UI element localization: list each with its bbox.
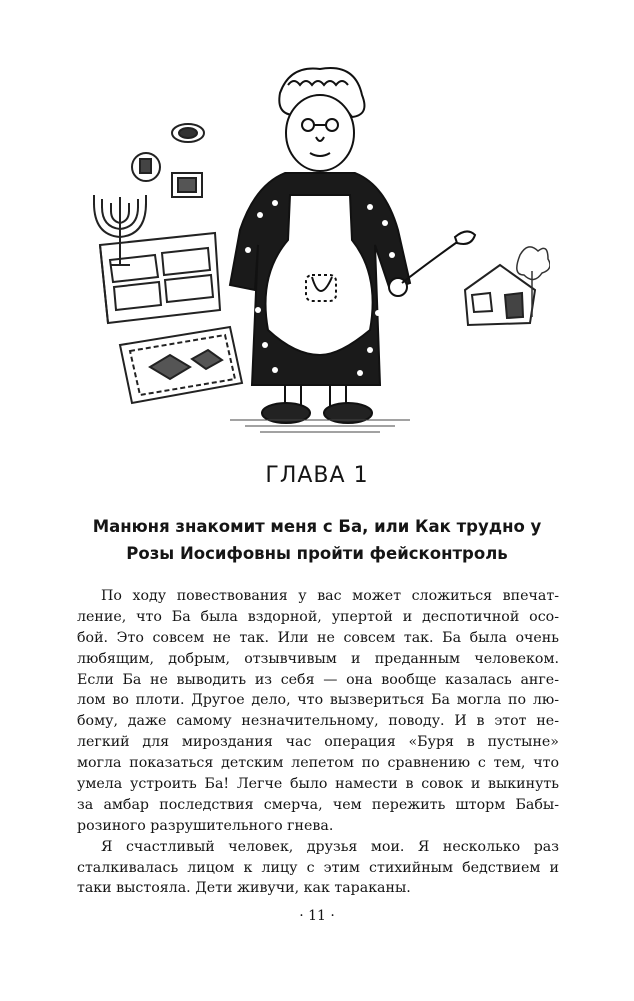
paragraph-1 [77,586,559,837]
wall-picture-square [172,173,202,197]
text-line: бому, даже самому незначительному, поводу. И в этот не- [77,713,559,730]
chapter-title-line: Манюня знакомит меня с Ба, или Как трудно у [92,517,542,536]
text-line: ление, что Ба была вздорной, упертой и деспотичной осо- [77,608,559,625]
patterned-rug [120,327,242,403]
chapter-title [60,513,574,567]
text-line: любящим, добрым, отзывчивым и преданным человеком. [77,650,559,667]
text-line: умела устроить Ба! Легче было намести в совок и выкинуть [77,776,559,793]
text-line: Если Ба не выводить из себя — она вообще казалась анге- [77,671,559,688]
text-line: могла показаться детским лепетом по сравнению с тем, что [77,755,559,772]
chapter-illustration [80,55,550,435]
text-line: По ходу повествования у вас может сложиться впечат- [101,588,559,604]
text-line: лом во плоти. Другое дело, что вызвериться Ба могла по лю- [77,692,559,709]
chapter-heading: ГЛАВА 1 [265,463,369,488]
text-line: сталкивалась лицом к лицу с этим стихийным бедствием и [77,859,559,876]
wall-picture-round [132,153,160,181]
text-line: таки выстояла. Дети живучи, как тараканы. [77,880,411,897]
chapter-title-line: Розы Иосифовны пройти фейсконтроль [126,544,508,563]
chest-of-drawers [100,233,220,323]
body-text [77,586,559,899]
grandmother-figure [230,68,475,423]
paragraph-2 [77,837,559,900]
page-number: · 11 · [299,908,335,924]
house-sketch [465,265,535,325]
wall-picture-oval [172,124,204,142]
text-line: розиного разрушительного гнева. [77,817,334,834]
ground-shading [230,420,410,432]
text-line: легкий для мироздания час операция «Буря в пустыне» [77,734,559,751]
text-line: Я счастливый человек, друзья мои. Я несколько раз [101,838,559,855]
text-line: бой. Это совсем не так. Или не совсем так. Ба была очень [77,629,559,646]
text-line: за амбар последствия смерча, чем пережить шторм Бабы- [77,796,559,813]
